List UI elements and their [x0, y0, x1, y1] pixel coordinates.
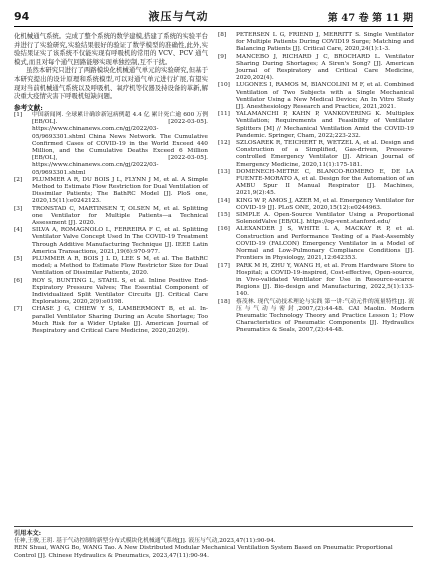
reference-item [218, 169, 414, 198]
reference-text: YALAMANCHI P, KAHN P, VANKOVERING K. Multiplex Ventilation; Requirements and Feasibility of Ventilator Splitters [M] // Mechanical Ventilation Amid the COVID-19 Pandemic. Springer, Cham, 2022;223-232. [236, 111, 414, 139]
reference-text: PLUMMER A R, DU BOIS J L, FLYNN J M, et al. A Simple Method to Estimate Flow Restriction for Dual Ventilation of Dissimilar Patients; The BathRC Model [J]. PloS one, 2020,15(11):e0242123. [32, 176, 208, 205]
reference-item [218, 32, 414, 54]
reference-text: SIMPLE A. Open-Source Ventilator Using a Proportional SolenoidValve [EB/OL]. https://op-vent.stanford.edu/ [236, 212, 414, 226]
reference-text: LUGONES I, RAMOS M, BIANCOLINI M F, et al. Combined Ventilation of Two Subjects with a Single Mechanical Ventilator Using a New Medical Device; An In Vitro Study [J]. Anesthesiology Research and Practice, 2021,2021. [236, 82, 414, 111]
reference-number: [5] [14, 256, 23, 263]
references-heading: 参考文献: [14, 103, 43, 112]
reference-text: PARK M H, ZHU Y, WANG H, et al. From Hardware Store to Hospital; a COVID-19-inspired, Cost-effective, Open-source, in Vivo-validated Ventilator for Use in Resource-scarce Regions [J]. Bio-design and Manufacturing, 2022,5(1):133-140. [236, 262, 414, 298]
reference-item [218, 299, 414, 335]
page-number: 94 [14, 9, 30, 23]
reference-number: [14] [218, 197, 230, 204]
reference-item [218, 111, 414, 140]
reference-number: [10] [218, 82, 230, 89]
references-list-right [218, 32, 414, 335]
reference-item [14, 256, 208, 278]
reference-number: [1] [14, 111, 23, 118]
body-paragraph: 化机械通气系统。完成了整个系统的数学建模,搭建了系统的实验平台并进行了实验研究,实验结果很好的验证了数学模型的准确性,此外,实验结果证实了该系统不仅能实现有呼吸机的常用的 VCV、PCV 通气模式,而且对每个通气回路能够实现单独控制,互不干扰。 [14, 32, 208, 66]
reference-text: 中国新闻网. 全球累计确诊新冠病例超 4.4 亿 累计死亡逾 600 万例 [EB/OL]. [2022-03-05]. https://www.chinanews.com.cn/gj/2022/03-05/9693301.shtml China News Network. The Cumulative Confirmed Cases of COVID-19 in the World Exceed 440 Million, and the Cumulative Deaths Exceed 6 Million [EB/OL], [2022-03-05]. https://www.chinanews.com.cn/gj/2022/03-05/9693301.shtml [32, 111, 208, 176]
reference-number: [3] [14, 205, 23, 212]
reference-text: CHASE J G, CHIEW Y S, LAMBERMONT B, et al. In-parallel Ventilator Sharing During an Acute Shortage; Too Much Risk for a Wider Uptake [J]. American Journal of Respiratory and Critical Care Medicine, 2020,202(9). [32, 306, 208, 335]
header-rule [14, 26, 413, 27]
citation-en: REN Shuai, WANG Bo, WANG Tao. A New Distributed Modular Mechanical Ventilation System Based on Pneumatic Proportional Control [J]. Chinese Hydraulics & Pneumatics, 2023,47(11):90-94. [14, 545, 393, 559]
reference-number: [8] [218, 32, 227, 38]
reference-item [14, 278, 208, 307]
reference-number: [12] [218, 140, 230, 147]
reference-item [14, 112, 208, 177]
reference-number: [15] [218, 212, 230, 219]
reference-text: TRONSTAD C, MARTINSEN T, OLSEN M, et al. Splitting one Ventilator for Multiple Patients—a Technical Assessment [J]. 2020. [32, 205, 208, 226]
reference-text: SILVA A, ROMAGNOLO L, FERREIRA F C, et al. Splitting Ventilator Valve Concept Used In The COVID-19 Treatment Through Additive Manufacturing Technique [J]. IEEE Latin America Transactions, 2021,19(6):970-977. [32, 227, 208, 255]
reference-text: ALEXANDER J S, WHITE L A, MACKAY R P, et al. Construction and Performance Testing of a Fast-Assembly COVID-19 (FALCON) Emergency Ventilator in a Model of Normal and Low-Pulmonary Compliance Conditions [J]. Frontiers in Physiology, 2021,12:642353. [236, 226, 414, 262]
reference-item [14, 206, 208, 228]
reference-text: PETERSEN L G, FRIEND J, MERRITT S. Single Ventilator for Multiple Patients During COVID19 Surge; Matching and Balancing Patients [J]. Critical Care, 2020,24(1):1-3. [236, 32, 414, 53]
issue-label: 第 47 卷 第 11 期 [327, 12, 413, 24]
reference-item [218, 198, 414, 212]
citation-block [14, 530, 413, 560]
reference-text: PLUMMER A R, BOIS J L D, LEE S M, et al. The BathRC model; a Method to Estimate Flow Restrictor Size for Dual Ventilation of Dissimilar Patients, 2020. [32, 256, 208, 277]
reference-item [218, 226, 414, 262]
reference-item [14, 177, 208, 206]
reference-item [218, 212, 414, 226]
footer-rule [14, 526, 413, 527]
citation-zh: 任神,王骏,王玥. 基于气动控制的新型分布式模块化机械通气系统[J]. 液压与气动,2023,47(11):90-94. [14, 538, 276, 545]
reference-number: [13] [218, 168, 230, 175]
reference-item [218, 263, 414, 299]
reference-item [218, 54, 414, 83]
reference-number: [9] [218, 53, 227, 60]
reference-text: ROY S, BUNTING L, STAHL S, et al. Inline Positive End-Expiratory Pressure Valves; The Essential Component of Individualized Split Ventilator Circuits [J]. Critical Care Explorations, 2020,2(9):e0198. [32, 277, 208, 306]
reference-text: DOMENECH-METRE C, BLANCO-ROMERO E, DE LA FUENTE-MORATO A, et al. Design for the Automation of an AMBU Spur II Manual Respirator [J]. Machines, 2021,9(2):45. [236, 168, 414, 197]
reference-number: [6] [14, 277, 23, 284]
reference-text: SZLOSAREK R, TEICHERT R, WETZEL A, et al. Design and Construction of a Simplified, Gas-driven, Pressure-controlled Emergency Ventilator [J]. African Journal of Emergency Medicine, 2020,11(1):175-181. [236, 140, 414, 168]
reference-number: [18] [218, 298, 230, 305]
citation-heading: 引用本文: [14, 530, 42, 537]
journal-title: 液压与气动 [148, 10, 209, 23]
reference-number: [7] [14, 306, 23, 313]
reference-text: 蔡茂林. 现代气动技术理论与实践 第一讲:气动元件的流量特性[J]. 液压与气动与密封,2007,(2):44-48. CAI Maolin. Modern Pneumatic Technology Theory and Practice Lesson 1; Flow Characteristics of Pneumatic Components [J]. Hydraulics Pneumatics & Seals, 2007,(2):44-48. [236, 298, 414, 334]
body-paragraph: 虽然本研究只进行了两路模块化机械通气单元的实验研究,但基于本研究提出的设计原理和系统模型,可以对通气单元进行扩展,有望实现对当前机械通气系统以及呼吸机、氧疗机等仪器及持设备的革新,解决重大疫情灾害下呼吸机短缺问题。 [14, 66, 208, 101]
left-column [14, 32, 208, 335]
reference-text: KING W P, AMOS J, AZER M, et al. Emergency Ventilator for COVID-19 [J]. PLoS ONE, 2020,15(12):e0244963. [236, 197, 414, 211]
reference-item [14, 306, 208, 335]
reference-number: [17] [218, 262, 230, 269]
references-list-left [14, 112, 208, 335]
reference-item [218, 140, 414, 169]
reference-number: [2] [14, 176, 23, 183]
reference-number: [16] [218, 226, 230, 233]
reference-item [14, 227, 208, 256]
page-header [14, 8, 413, 24]
reference-number: [11] [218, 111, 230, 118]
reference-text: MANCEBO J, RICHARD J C, BROCHARD L. Ventilator Sharing During Shortages; A Siren's Song? [J]. American Journal of Respiratory and Critical Care Medicine, 2020,202(4). [236, 53, 414, 82]
reference-number: [4] [14, 227, 23, 234]
reference-item [218, 82, 414, 111]
right-column [218, 32, 414, 335]
